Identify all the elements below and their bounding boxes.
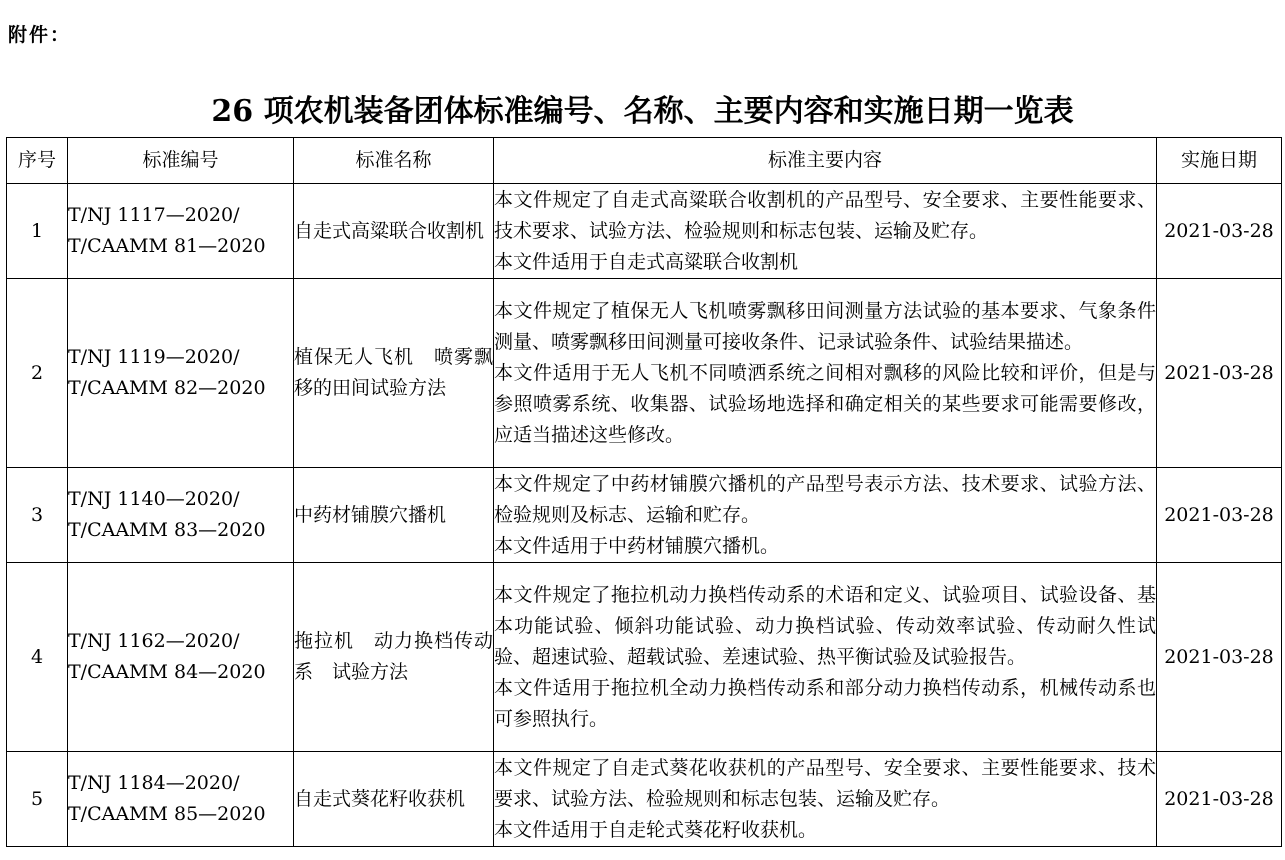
column-header-seq: 序号: [7, 138, 68, 184]
row-code: [68, 279, 294, 468]
row-code-line1: T/NJ 1162—2020/: [68, 630, 240, 652]
row-name: 拖拉机 动力换档传动系 试验方法: [294, 563, 494, 752]
row-code-line2: T/CAAMM 83—2020: [68, 519, 266, 541]
row-code: [68, 563, 294, 752]
row-content-applicability: 本文件适用于自走轮式葵花籽收获机。: [494, 818, 818, 841]
row-content-applicability: 本文件适用于中药材铺膜穴播机。: [494, 534, 780, 557]
table-row: [7, 752, 1282, 847]
row-code-line1: T/NJ 1184—2020/: [68, 772, 240, 794]
row-date: 2021-03-28: [1157, 279, 1282, 468]
row-code-line2: T/CAAMM 82—2020: [68, 377, 266, 399]
row-content-applicability: 本文件适用于拖拉机全动力换档传动系和部分动力换档传动系，机械传动系也可参照执行。: [494, 676, 1156, 730]
row-seq: 2: [7, 279, 68, 468]
row-name: 植保无人飞机 喷雾飘移的田间试验方法: [294, 279, 494, 468]
standards-table: [6, 137, 1282, 847]
row-code-line1: T/NJ 1117—2020/: [68, 204, 240, 226]
row-content: [494, 279, 1157, 468]
row-date: 2021-03-28: [1157, 563, 1282, 752]
row-name: 中药材铺膜穴播机: [294, 468, 494, 563]
row-code: [68, 752, 294, 847]
row-code-line1: T/NJ 1119—2020/: [68, 346, 240, 368]
row-code-line2: T/CAAMM 85—2020: [68, 803, 266, 825]
row-code: [68, 184, 294, 279]
table-header-row: [7, 138, 1282, 184]
row-content-scope: 本文件规定了中药材铺膜穴播机的产品型号表示方法、技术要求、试验方法、检验规则及标志、运输和贮存。: [494, 472, 1156, 526]
row-content-applicability: 本文件适用于无人飞机不同喷洒系统之间相对飘移的风险比较和评价，但是与参照喷雾系统、收集器、试验场地选择和确定相关的某些要求可能需要修改，应适当描述这些修改。: [494, 361, 1156, 446]
column-header-date: 实施日期: [1157, 138, 1282, 184]
row-code-line2: T/CAAMM 81—2020: [68, 235, 266, 257]
table-row: [7, 279, 1282, 468]
column-header-name: 标准名称: [294, 138, 494, 184]
row-content-applicability: 本文件适用于自走式高粱联合收割机: [494, 250, 799, 273]
page-title: 26 项农机装备团体标准编号、名称、主要内容和实施日期一览表: [211, 94, 1074, 129]
table-row: [7, 563, 1282, 752]
table-row: [7, 184, 1282, 279]
row-content: [494, 468, 1157, 563]
row-seq: 1: [7, 184, 68, 279]
column-header-code: 标准编号: [68, 138, 294, 184]
row-name: 自走式高粱联合收割机: [294, 184, 494, 279]
row-code-line2: T/CAAMM 84—2020: [68, 661, 266, 683]
row-content-scope: 本文件规定了植保无人飞机喷雾飘移田间测量方法试验的基本要求、气象条件测量、喷雾飘移田间测量可接收条件、记录试验条件、试验结果描述。: [494, 299, 1156, 353]
row-content-scope: 本文件规定了拖拉机动力换档传动系的术语和定义、试验项目、试验设备、基本功能试验、倾斜功能试验、动力换档试验、传动效率试验、传动耐久性试验、超速试验、超载试验、差速试验、热平衡试验及试验报告。: [494, 583, 1156, 668]
row-content: [494, 184, 1157, 279]
table-row: [7, 468, 1282, 563]
row-name: 自走式葵花籽收获机: [294, 752, 494, 847]
row-seq: 5: [7, 752, 68, 847]
row-date: 2021-03-28: [1157, 468, 1282, 563]
row-code: [68, 468, 294, 563]
row-seq: 3: [7, 468, 68, 563]
row-content: [494, 563, 1157, 752]
row-content: [494, 752, 1157, 847]
column-header-content: 标准主要内容: [494, 138, 1157, 184]
row-date: 2021-03-28: [1157, 752, 1282, 847]
row-seq: 4: [7, 563, 68, 752]
row-date: 2021-03-28: [1157, 184, 1282, 279]
row-content-scope: 本文件规定了自走式高粱联合收割机的产品型号、安全要求、主要性能要求、技术要求、试验方法、检验规则和标志包装、运输及贮存。: [494, 188, 1156, 242]
attachment-label: 附件：: [8, 24, 72, 46]
row-content-scope: 本文件规定了自走式葵花收获机的产品型号、安全要求、主要性能要求、技术要求、试验方法、检验规则和标志包装、运输及贮存。: [494, 756, 1156, 810]
row-code-line1: T/NJ 1140—2020/: [68, 488, 240, 510]
